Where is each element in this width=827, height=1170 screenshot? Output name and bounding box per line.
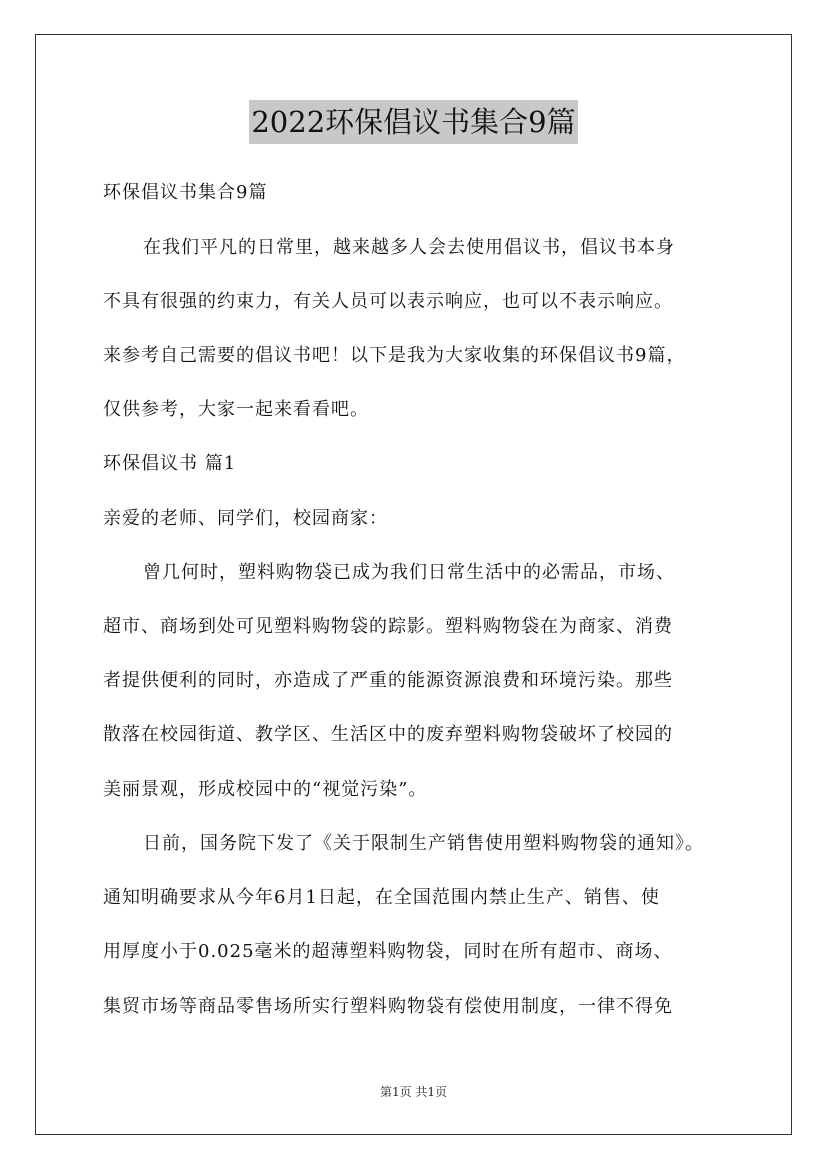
- body-line: 曾几何时，塑料购物袋已成为我们日常生活中的必需品，市场、: [143, 562, 675, 583]
- body-line: 在我们平凡的日常里，越来越多人会去使用倡议书，倡议书本身: [143, 237, 675, 258]
- body-line: 美丽景观，形成校园中的“视觉污染”。: [103, 779, 428, 800]
- salutation-line: 亲爱的老师、同学们，校园商家：: [103, 508, 388, 529]
- page-footer: 第1页 共1页: [379, 1085, 448, 1099]
- body-line: 不具有很强的约束力，有关人员可以表示响应，也可以不表示响应。: [103, 291, 673, 312]
- body-line: 通知明确要求从今年6月1日起，在全国范围内禁止生产、销售、使: [103, 887, 660, 908]
- body-line: 散落在校园街道、教学区、生活区中的废弃塑料购物袋破坏了校园的: [103, 724, 673, 745]
- body-line: 来参考自己需要的倡议书吧！以下是我为大家收集的环保倡议书9篇，: [103, 345, 686, 366]
- section-heading: 环保倡议书 篇1: [103, 453, 237, 474]
- body-line: 集贸市场等商品零售场所实行塑料购物袋有偿使用制度，一律不得免: [103, 996, 673, 1017]
- title-container: [0, 100, 827, 144]
- subtitle-line: 环保倡议书集合9篇: [103, 182, 268, 203]
- body-line: 日前，国务院下发了《关于限制生产销售使用塑料购物袋的通知》。: [143, 833, 704, 854]
- body-line: 者提供便利的同时，亦造成了严重的能源资源浪费和环境污染。那些: [103, 670, 673, 691]
- body-line: 用厚度小于0.025毫米的超薄塑料购物袋，同时在所有超市、商场、: [103, 941, 673, 962]
- body-line: 仅供参考，大家一起来看看吧。: [103, 399, 369, 420]
- body-line: 超市、商场到处可见塑料购物袋的踪影。塑料购物袋在为商家、消费: [103, 616, 673, 637]
- document-title: 2022环保倡议书集合9篇: [249, 100, 577, 144]
